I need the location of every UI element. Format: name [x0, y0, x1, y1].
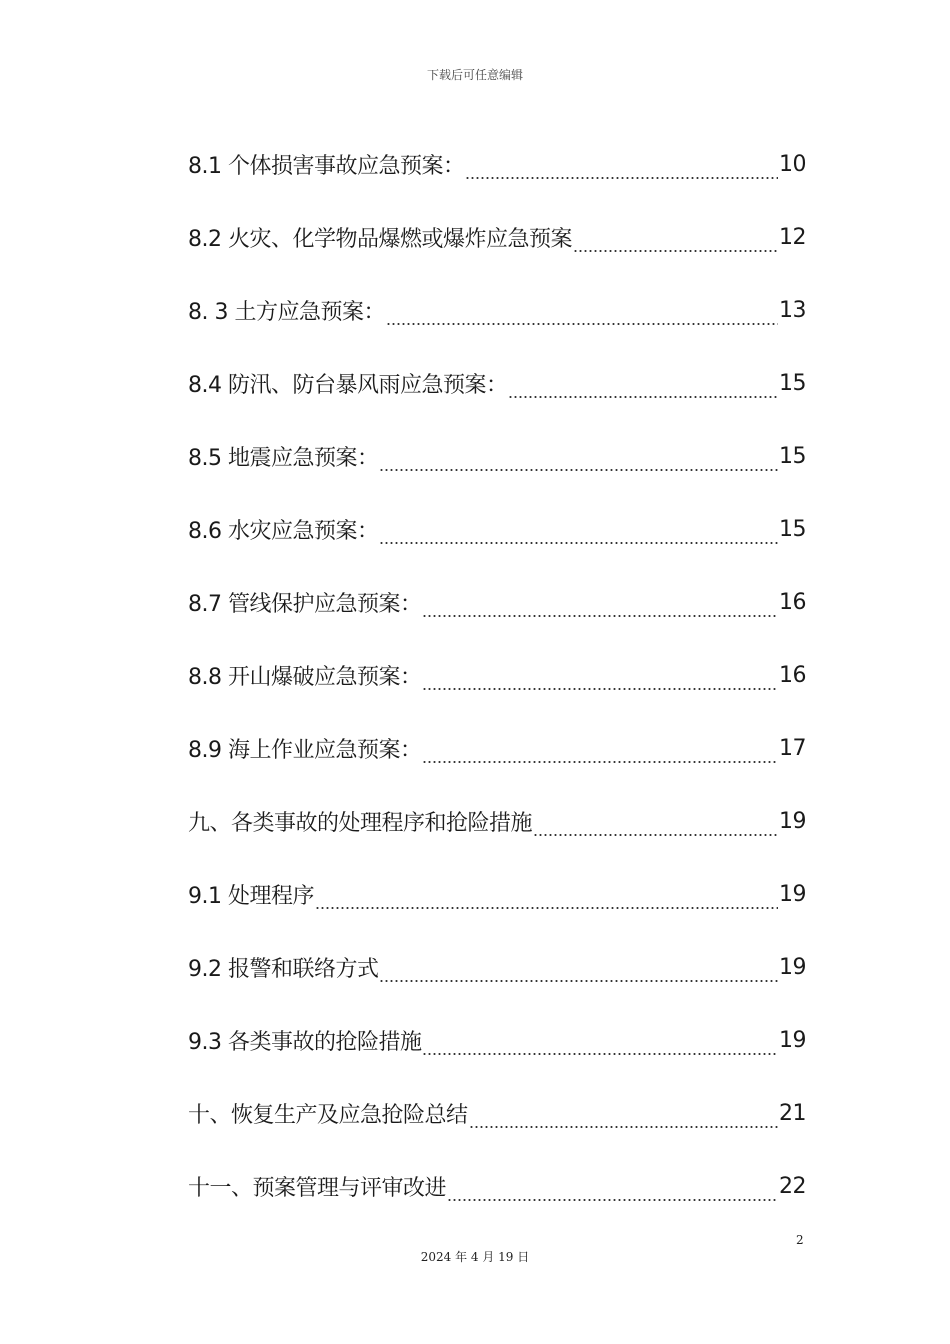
toc-leader-dots	[379, 523, 778, 545]
toc-entry-label: 8.2 火灾、化学物品爆燃或爆炸应急预案	[188, 227, 572, 252]
toc-leader-dots	[379, 450, 778, 472]
toc-entry-page: 10	[779, 152, 806, 177]
toc-entry-label: 9.3 各类事故的抢险措施	[188, 1030, 422, 1055]
toc-leader-dots	[465, 158, 778, 180]
toc-entry-label: 8.4 防汛、防台暴风雨应急预案：	[188, 373, 508, 398]
toc-entry-label: 8.1 个体损害事故应急预案：	[188, 154, 465, 179]
toc-entry-label: 九、各类事故的处理程序和抢险措施	[188, 811, 533, 836]
toc-entry[interactable]	[188, 420, 806, 493]
table-of-contents	[188, 128, 806, 1223]
toc-leader-dots	[386, 304, 778, 326]
toc-leader-dots	[447, 1180, 778, 1202]
toc-leader-dots	[422, 596, 778, 618]
toc-leader-dots	[379, 961, 778, 983]
toc-entry[interactable]	[188, 1150, 806, 1223]
toc-entry-label: 8.6 水灾应急预案：	[188, 519, 379, 544]
toc-entry-page: 16	[779, 590, 806, 615]
toc-entry[interactable]	[188, 274, 806, 347]
toc-entry-page: 15	[779, 517, 806, 542]
toc-entry[interactable]	[188, 1077, 806, 1150]
toc-entry-label: 9.1 处理程序	[188, 884, 314, 909]
toc-leader-dots	[508, 377, 778, 399]
toc-entry-label: 8.7 管线保护应急预案：	[188, 592, 422, 617]
toc-entry[interactable]	[188, 201, 806, 274]
toc-entry[interactable]	[188, 785, 806, 858]
toc-entry-label: 8.8 开山爆破应急预案：	[188, 665, 422, 690]
toc-entry-label: 十一、预案管理与评审改进	[188, 1176, 447, 1201]
toc-entry[interactable]	[188, 493, 806, 566]
toc-entry[interactable]	[188, 566, 806, 639]
toc-entry[interactable]	[188, 931, 806, 1004]
toc-leader-dots	[315, 888, 778, 910]
toc-entry-page: 15	[779, 444, 806, 469]
page-header: 下载后可任意编辑	[426, 68, 523, 82]
toc-entry-label: 8. 3 土方应急预案：	[188, 300, 385, 325]
toc-entry-page: 19	[779, 882, 806, 907]
page-footer-date: 2024 年 4 月 19 日	[420, 1250, 530, 1264]
toc-entry[interactable]	[188, 128, 806, 201]
toc-entry-page: 17	[779, 736, 806, 761]
toc-entry-page: 22	[779, 1174, 806, 1199]
toc-entry-label: 9.2 报警和联络方式	[188, 957, 379, 982]
toc-leader-dots	[533, 815, 778, 837]
toc-leader-dots	[422, 742, 778, 764]
toc-entry[interactable]	[188, 639, 806, 712]
toc-entry-page: 12	[779, 225, 806, 250]
toc-entry-page: 15	[779, 371, 806, 396]
toc-entry[interactable]	[188, 1004, 806, 1077]
toc-leader-dots	[422, 1034, 778, 1056]
toc-entry[interactable]	[188, 347, 806, 420]
toc-entry-page: 19	[779, 809, 806, 834]
toc-entry-label: 十、恢复生产及应急抢险总结	[188, 1103, 468, 1128]
toc-leader-dots	[469, 1107, 778, 1129]
toc-entry-page: 19	[779, 1028, 806, 1053]
toc-entry[interactable]	[188, 712, 806, 785]
toc-entry-page: 13	[779, 298, 806, 323]
toc-entry-page: 16	[779, 663, 806, 688]
toc-leader-dots	[422, 669, 778, 691]
toc-entry-page: 21	[779, 1101, 806, 1126]
toc-entry[interactable]	[188, 858, 806, 931]
toc-entry-label: 8.9 海上作业应急预案：	[188, 738, 422, 763]
page-number: 2	[796, 1233, 804, 1247]
toc-entry-label: 8.5 地震应急预案：	[188, 446, 379, 471]
toc-leader-dots	[573, 231, 778, 253]
toc-entry-page: 19	[779, 955, 806, 980]
